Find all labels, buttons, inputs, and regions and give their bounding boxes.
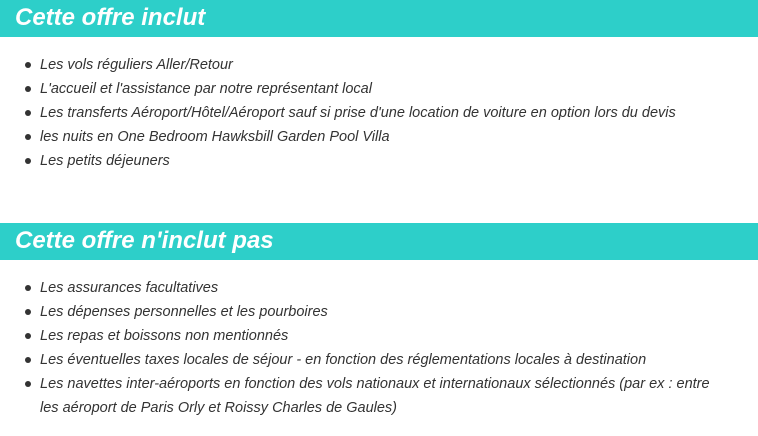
list-item-text: Les vols réguliers Aller/Retour: [40, 57, 233, 73]
list-item: [0, 324, 758, 348]
bullet-icon: [25, 381, 31, 387]
bullet-icon: [25, 285, 31, 291]
list-item-text: les nuits en One Bedroom Hawksbill Garden Pool Villa: [40, 129, 390, 145]
list-item-text: Les éventuelles taxes locales de séjour - en fonction des réglementations locales à destination: [40, 352, 647, 368]
list-item-text: Les navettes inter-aéroports en fonction des vols nationaux et internationaux sélectionnés (par ex : entre les aéroport de Paris Orly et Roissy Charles de Gaules): [40, 376, 710, 416]
excluded-section-title: Cette offre n'inclut pas: [0, 223, 758, 260]
list-item-text: Les dépenses personnelles et les pourboires: [40, 304, 328, 320]
list-item: [0, 149, 758, 173]
list-item-text: Les transferts Aéroport/Hôtel/Aéroport sauf si prise d'une location de voiture en option lors du devis: [40, 105, 676, 121]
list-item: [0, 101, 758, 125]
bullet-icon: [25, 309, 31, 315]
excluded-list: [0, 276, 758, 420]
list-item: [0, 348, 758, 372]
bullet-icon: [25, 158, 31, 164]
bullet-icon: [25, 357, 31, 363]
list-item-text: L'accueil et l'assistance par notre représentant local: [40, 81, 372, 97]
list-item: [0, 372, 758, 420]
bullet-icon: [25, 62, 31, 68]
list-item: [0, 125, 758, 149]
bullet-icon: [25, 333, 31, 339]
list-item: [0, 53, 758, 77]
list-item-text: Les assurances facultatives: [40, 280, 219, 296]
list-item: [0, 300, 758, 324]
list-item-text: Les petits déjeuners: [40, 153, 170, 169]
included-list: [0, 53, 758, 173]
bullet-icon: [25, 86, 31, 92]
included-section-title: Cette offre inclut: [0, 0, 758, 37]
bullet-icon: [25, 110, 31, 116]
bullet-icon: [25, 134, 31, 140]
list-item-text: Les repas et boissons non mentionnés: [40, 328, 289, 344]
list-item: [0, 77, 758, 101]
list-item: [0, 276, 758, 300]
